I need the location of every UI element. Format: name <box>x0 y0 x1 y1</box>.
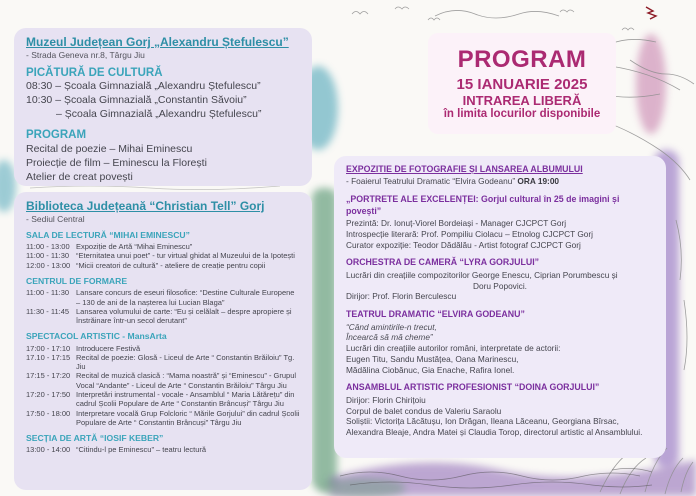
schedule-time: 17:15 - 17:20 <box>26 371 71 381</box>
schedule-time: 13:00 - 14:00 <box>26 445 71 455</box>
schedule-item <box>26 445 300 454</box>
program-title: PROGRAM <box>457 45 587 73</box>
schedule-time: 17:50 - 18:00 <box>26 408 71 418</box>
venue-detail-line: Corpul de balet condus de Valeriu Saraolu <box>346 405 502 416</box>
schedule-item <box>26 344 300 353</box>
venue-detail-line: Prezintă: Dr. Ionuț-Viorel Bordeiași - Manager CJCPCT Gorj <box>346 218 567 229</box>
schedule-time: 11:00 - 13:00 <box>26 242 70 252</box>
venue-detail-line: Introspecție literară: Prof. Pompiliu Ciolacu – Etnolog CJCPCT Gorj <box>346 228 594 239</box>
schedule-item <box>26 251 300 260</box>
schedule-text: Introducere Festivă <box>76 343 141 353</box>
library-schedule <box>26 230 300 455</box>
program-line: 08:30 – Școala Gimnazială „Alexandru Ștefulescu” <box>26 80 261 93</box>
program-line: 10:30 – Școala Gimnazială „Constantin Săvoiu” <box>26 94 247 107</box>
museum-section-heading: PROGRAM <box>26 129 87 142</box>
schedule-item <box>26 242 300 251</box>
library-section-heading: CENTRUL DE FORMARE <box>26 276 128 287</box>
schedule-text: Interpretare vocală Grup Folcloric “ Mările Gorjului” din cadrul Școlii Populare de Arte “ Constantin Brâncuși” Târgu Jiu <box>76 408 300 427</box>
schedule-text: “Eternitatea unui poet” - tur virtual ghidat al Muzeului de la Ipotești <box>76 251 295 261</box>
library-section-heading: SALA DE LECTURĂ “MIHAI EMINESCU” <box>26 230 190 240</box>
schedule-text: Recital de muzică clasică : “Mama noastră” și “Eminescu” - Grupul Vocal “Andante” - Liceul de Arte “ Constantin Brăiloiu” Târgu Jiu <box>76 371 297 390</box>
schedule-time: 11:00 - 11:30 <box>26 251 70 261</box>
seats-note: în limita locurilor disponibile <box>443 108 601 121</box>
red-scribble-mark <box>646 7 656 19</box>
venue-detail-line: Lucrări din creațiile autorilor români, interpretate de actorii: <box>346 343 561 354</box>
library-section-heading: SPECTACOL ARTISTIC - MansArta <box>26 331 167 342</box>
museum-schedule <box>26 66 300 184</box>
free-entry-label: INTRAREA LIBERĂ <box>462 93 582 109</box>
venue-section-heading: ORCHESTRA DE CAMERĂ “LYRA GORJULUI” <box>346 257 540 268</box>
program-date: 15 IANUARIE 2025 <box>456 76 588 94</box>
program-line: Proiecție de film – Eminescu la Florești <box>26 156 207 169</box>
program-line: Recital de poezie – Mihai Eminescu <box>26 142 193 155</box>
program-line: – Școala Gimnazială „Alexandru Ștefulescu” <box>56 108 262 121</box>
schedule-text: Lansarea volumului de carte: “Eu și celălalt – despre apropiere și înstrăinare într-un secol derutant” <box>76 306 292 326</box>
program-header-box <box>428 33 616 134</box>
venue-detail-line: Dirijor: Prof. Florin Berculescu <box>346 291 457 302</box>
library-section-heading: SECȚIA DE ARTĂ “IOSIF KEBER” <box>26 433 164 444</box>
schedule-text: “Micii creatori de cultură” - ateliere de creație pentru copii <box>76 260 266 270</box>
schedule-text: Expoziție de Artă “Mihai Eminescu” <box>76 242 193 252</box>
schedule-text: Recital de poezie: Glosă - Liceul de Arte “ Constantin Brăiloiu” Tg. Jiu <box>76 352 295 372</box>
venue-section-heading: ANSAMBLUL ARTISTIC PROFESIONIST “DOINA GORJULUI” <box>346 382 600 393</box>
venue-detail-line: Mădălina Ciobănuc, Gia Enache, Rafira Ionel. <box>346 364 515 375</box>
schedule-item <box>26 371 300 390</box>
program-details <box>346 164 654 438</box>
schedule-time: 12:00 - 13:00 <box>26 260 71 270</box>
schedule-time: 11:00 - 11:30 <box>26 288 70 298</box>
venue-section-heading: „PORTRETE ALE EXCELENȚEI: Gorjul cultural în 25 de imagini și povești” <box>346 194 620 216</box>
museum-panel <box>14 28 312 186</box>
schedule-time: 17:00 - 17:10 <box>26 343 71 353</box>
schedule-text: Lansare concurs de eseuri filosofice: “Destine Culturale Europene – 130 de ani de la nașterea lui Lucian Blaga” <box>76 288 295 307</box>
schedule-item <box>26 288 300 307</box>
schedule-time: 17:20 - 17:50 <box>26 390 71 400</box>
venue-detail-line: Lucrări din creațiile compozitorilor George Enescu, Ciprian Porumbescu și <box>346 269 618 280</box>
schedule-time: 11:30 - 11:45 <box>26 306 70 316</box>
schedule-text: “Citindu-l pe Eminescu” – teatru lectură <box>76 445 207 455</box>
venue-detail-line: Doru Popovici. <box>473 280 527 291</box>
venue-detail-line: Curator expoziție: Teodor Dădălău - Artist fotograf CJCPCT Gorj <box>346 239 581 250</box>
schedule-time: 17.10 - 17:15 <box>26 352 71 362</box>
venue-detail-line: “Când amintirile-n trecut, <box>346 321 437 332</box>
museum-address: - Strada Geneva nr.8, Târgu Jiu <box>26 50 145 60</box>
venue-detail-line: Încearcă să mă cheme” <box>346 332 433 343</box>
venue-detail-line: Eugen Titu, Sandu Mustățea, Oana Marinescu, <box>346 353 519 364</box>
schedule-item <box>26 409 300 428</box>
schedule-item <box>26 353 300 372</box>
schedule-item <box>26 390 300 409</box>
museum-section-heading: PICĂTURĂ DE CULTURĂ <box>26 67 163 79</box>
library-title: Biblioteca Județeană “Christian Tell” Gorj <box>26 199 265 213</box>
schedule-item <box>26 261 300 270</box>
venue-section-heading: TEATRUL DRAMATIC “ELVIRA GODEANU” <box>346 309 525 320</box>
venue-detail-line: Dirijor: Florin Chirițoiu <box>346 394 426 405</box>
schedule-item <box>26 307 300 326</box>
library-subtitle: - Sediul Central <box>26 214 85 224</box>
time-emphasis: ORA 19:00 <box>517 176 560 187</box>
venue-detail-line: Soliștii: Victorița Lăcătușu, Ion Drăgan, Ileana Lăceanu, Georgiana Bîrsac, Alexandra Bleaje, Andra Matei și Claudia Torop, directorul artistic al Ansamblului. <box>346 416 643 438</box>
program-line: Atelier de creat povești <box>26 170 133 183</box>
venue-detail-line: - Foaierul Teatrului Dramatic “Elvira Godeanu” ORA 19:00 <box>346 176 560 187</box>
museum-title: Muzeul Județean Gorj „Alexandru Ștefulescu” <box>26 35 289 49</box>
program-details-panel <box>334 156 666 458</box>
venue-section-heading: EXPOZITIE DE FOTOGRAFIE ȘI LANSAREA ALBUMULUI <box>346 164 583 174</box>
schedule-text: Interpretări instrumental - vocale - Ansamblul “ Maria Lătărețu” din cadrul Școlii Populare de Arte “ Constantin Brâncuși” Târgu Jiu <box>76 390 295 409</box>
library-panel <box>14 192 312 490</box>
